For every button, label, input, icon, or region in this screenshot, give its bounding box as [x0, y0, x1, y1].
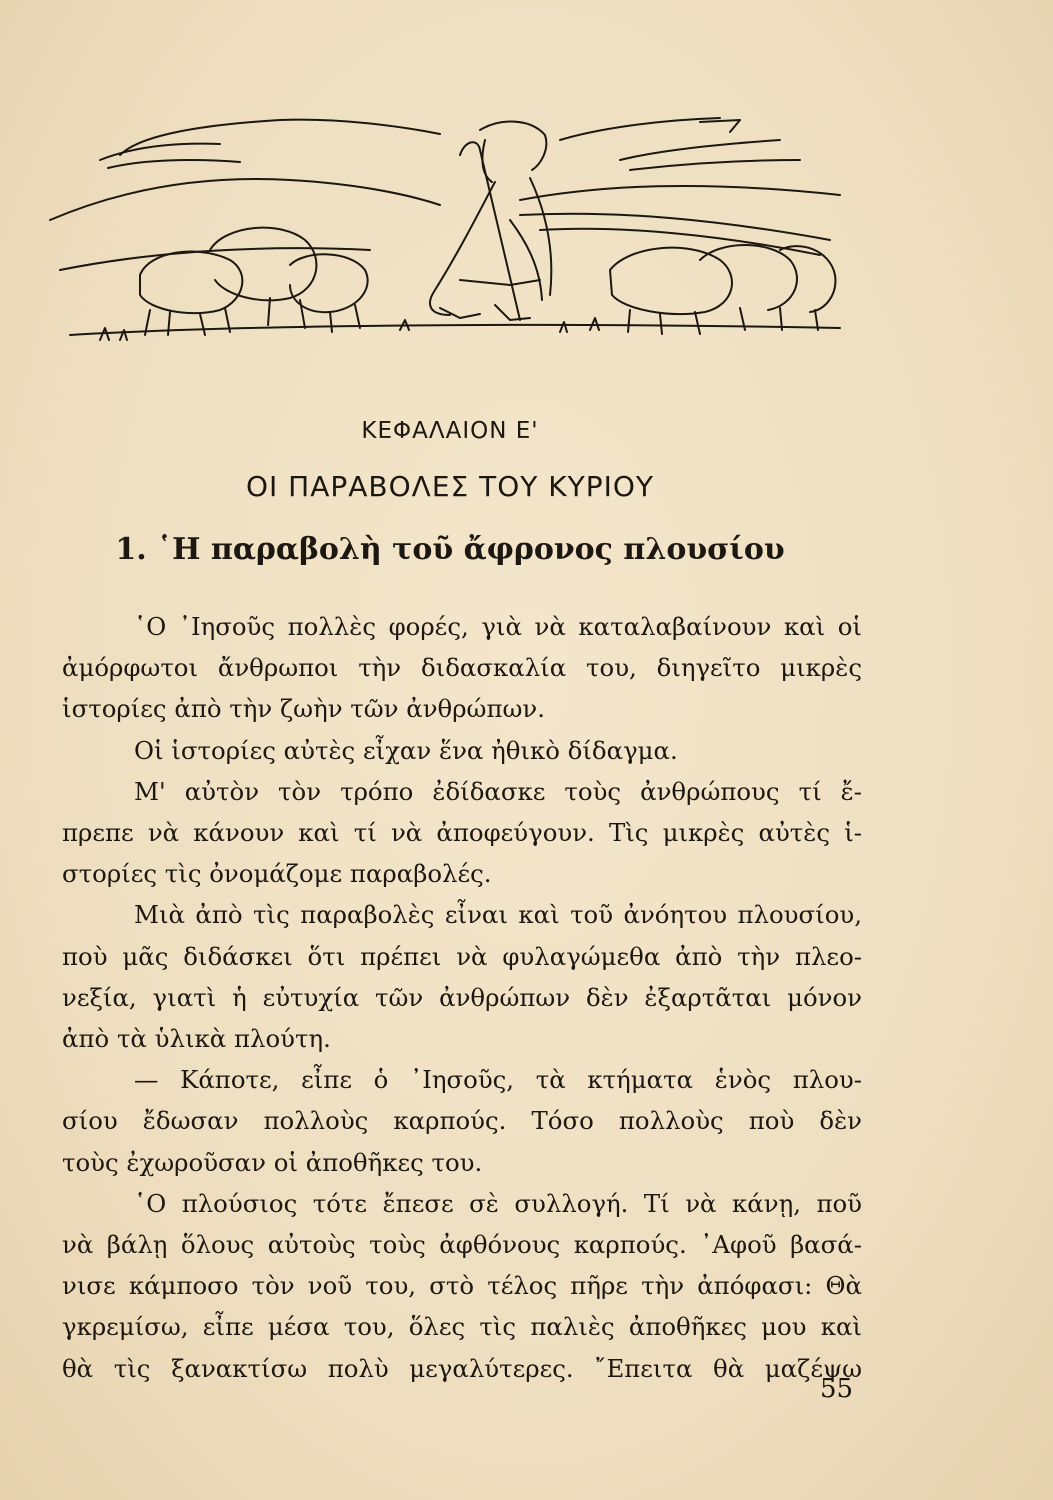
paragraph: [62, 1183, 862, 1389]
chapter-label: ΚΕΦΑΛΑΙΟΝ Ε': [361, 418, 539, 444]
text-line: — Κάποτε, εἶπε ὁ ᾿Ιησοῦς, τὰ κτήματα ἑνὸς πλου-: [134, 1065, 862, 1095]
text-line: θὰ τὶς ξανακτίσω πολὺ μεγαλύτερες. ῎Επειτα θὰ μαζέψω: [62, 1353, 862, 1383]
text-line: ἀμόρφωτοι ἄνθρωποι τὴν διδασκαλία του, διηγεῖτο μικρὲς: [62, 653, 862, 683]
text-line: Μ' αὐτὸν τὸν τρόπο ἐδίδασκε τοὺς ἀνθρώπους τί ἔ-: [134, 776, 862, 806]
text-line: σίου ἔδωσαν πολλοὺς καρπούς. Τόσο πολλοὺς ποὺ δὲν: [62, 1106, 862, 1136]
shepherd-illustration: [40, 100, 850, 350]
text-line: ἱστορίες ἀπὸ τὴν ζωὴν τῶν ἀνθρώπων.: [62, 694, 545, 724]
chapter-title: ΟΙ ΠΑΡΑΒΟΛΕΣ ΤΟΥ ΚΥΡΙΟΥ: [245, 470, 655, 503]
paragraph: [62, 1059, 862, 1183]
text-line: Μιὰ ἀπὸ τὶς παραβολὲς εἶναι καὶ τοῦ ἀνόητου πλουσίου,: [134, 900, 862, 930]
text-line: νεξία, γιατὶ ἡ εὐτυχία τῶν ἀνθρώπων δὲν ἐξαρτᾶται μόνον: [62, 982, 862, 1012]
text-line: στορίες τὶς ὀνομάζομε παραβολές.: [62, 859, 492, 889]
paragraph: [62, 730, 862, 771]
paragraph: [62, 894, 862, 1059]
text-line: ἀπὸ τὰ ὑλικὰ πλούτη.: [62, 1024, 331, 1054]
text-line: νισε κάμποσο τὸν νοῦ του, στὸ τέλος πῆρε τὴν ἀπόφασι: Θὰ: [62, 1271, 862, 1301]
text-line: τοὺς ἐχωροῦσαν οἱ ἀποθῆκες του.: [62, 1147, 483, 1177]
text-line: πρεπε νὰ κάνουν καὶ τί νὰ ἀποφεύγουν. Τὶς μικρὲς αὐτὲς ἱ-: [62, 818, 862, 848]
text-line: ποὺ μᾶς διδάσκει ὅτι πρέπει νὰ φυλαγώμεθα ἀπὸ τὴν πλεο-: [62, 941, 862, 971]
page-number: 55: [820, 1374, 854, 1404]
text-line: ῾Ο ᾿Ιησοῦς πολλὲς φορές, γιὰ νὰ καταλαβαίνουν καὶ οἱ: [134, 612, 862, 641]
text-line: ῾Ο πλούσιος τότε ἔπεσε σὲ συλλογή. Τί νὰ κάνῃ, ποῦ: [134, 1188, 862, 1218]
paragraph: [62, 771, 862, 895]
paragraph: [62, 606, 862, 730]
body-text: [62, 606, 862, 1389]
text-line: γκρεμίσω, εἶπε μέσα του, ὅλες τὶς παλιὲς ἀποθῆκες μου καὶ: [62, 1312, 862, 1342]
text-line: Οἱ ἱστορίες αὐτὲς εἶχαν ἕνα ἠθικὸ δίδαγμα.: [134, 735, 678, 765]
text-line: νὰ βάλῃ ὅλους αὐτοὺς τοὺς ἀφθόνους καρπούς. ᾿Αφοῦ βασά-: [62, 1230, 862, 1260]
section-title: 1. ῾Η παραβολὴ τοῦ ἄφρονος πλουσίου: [115, 532, 785, 567]
